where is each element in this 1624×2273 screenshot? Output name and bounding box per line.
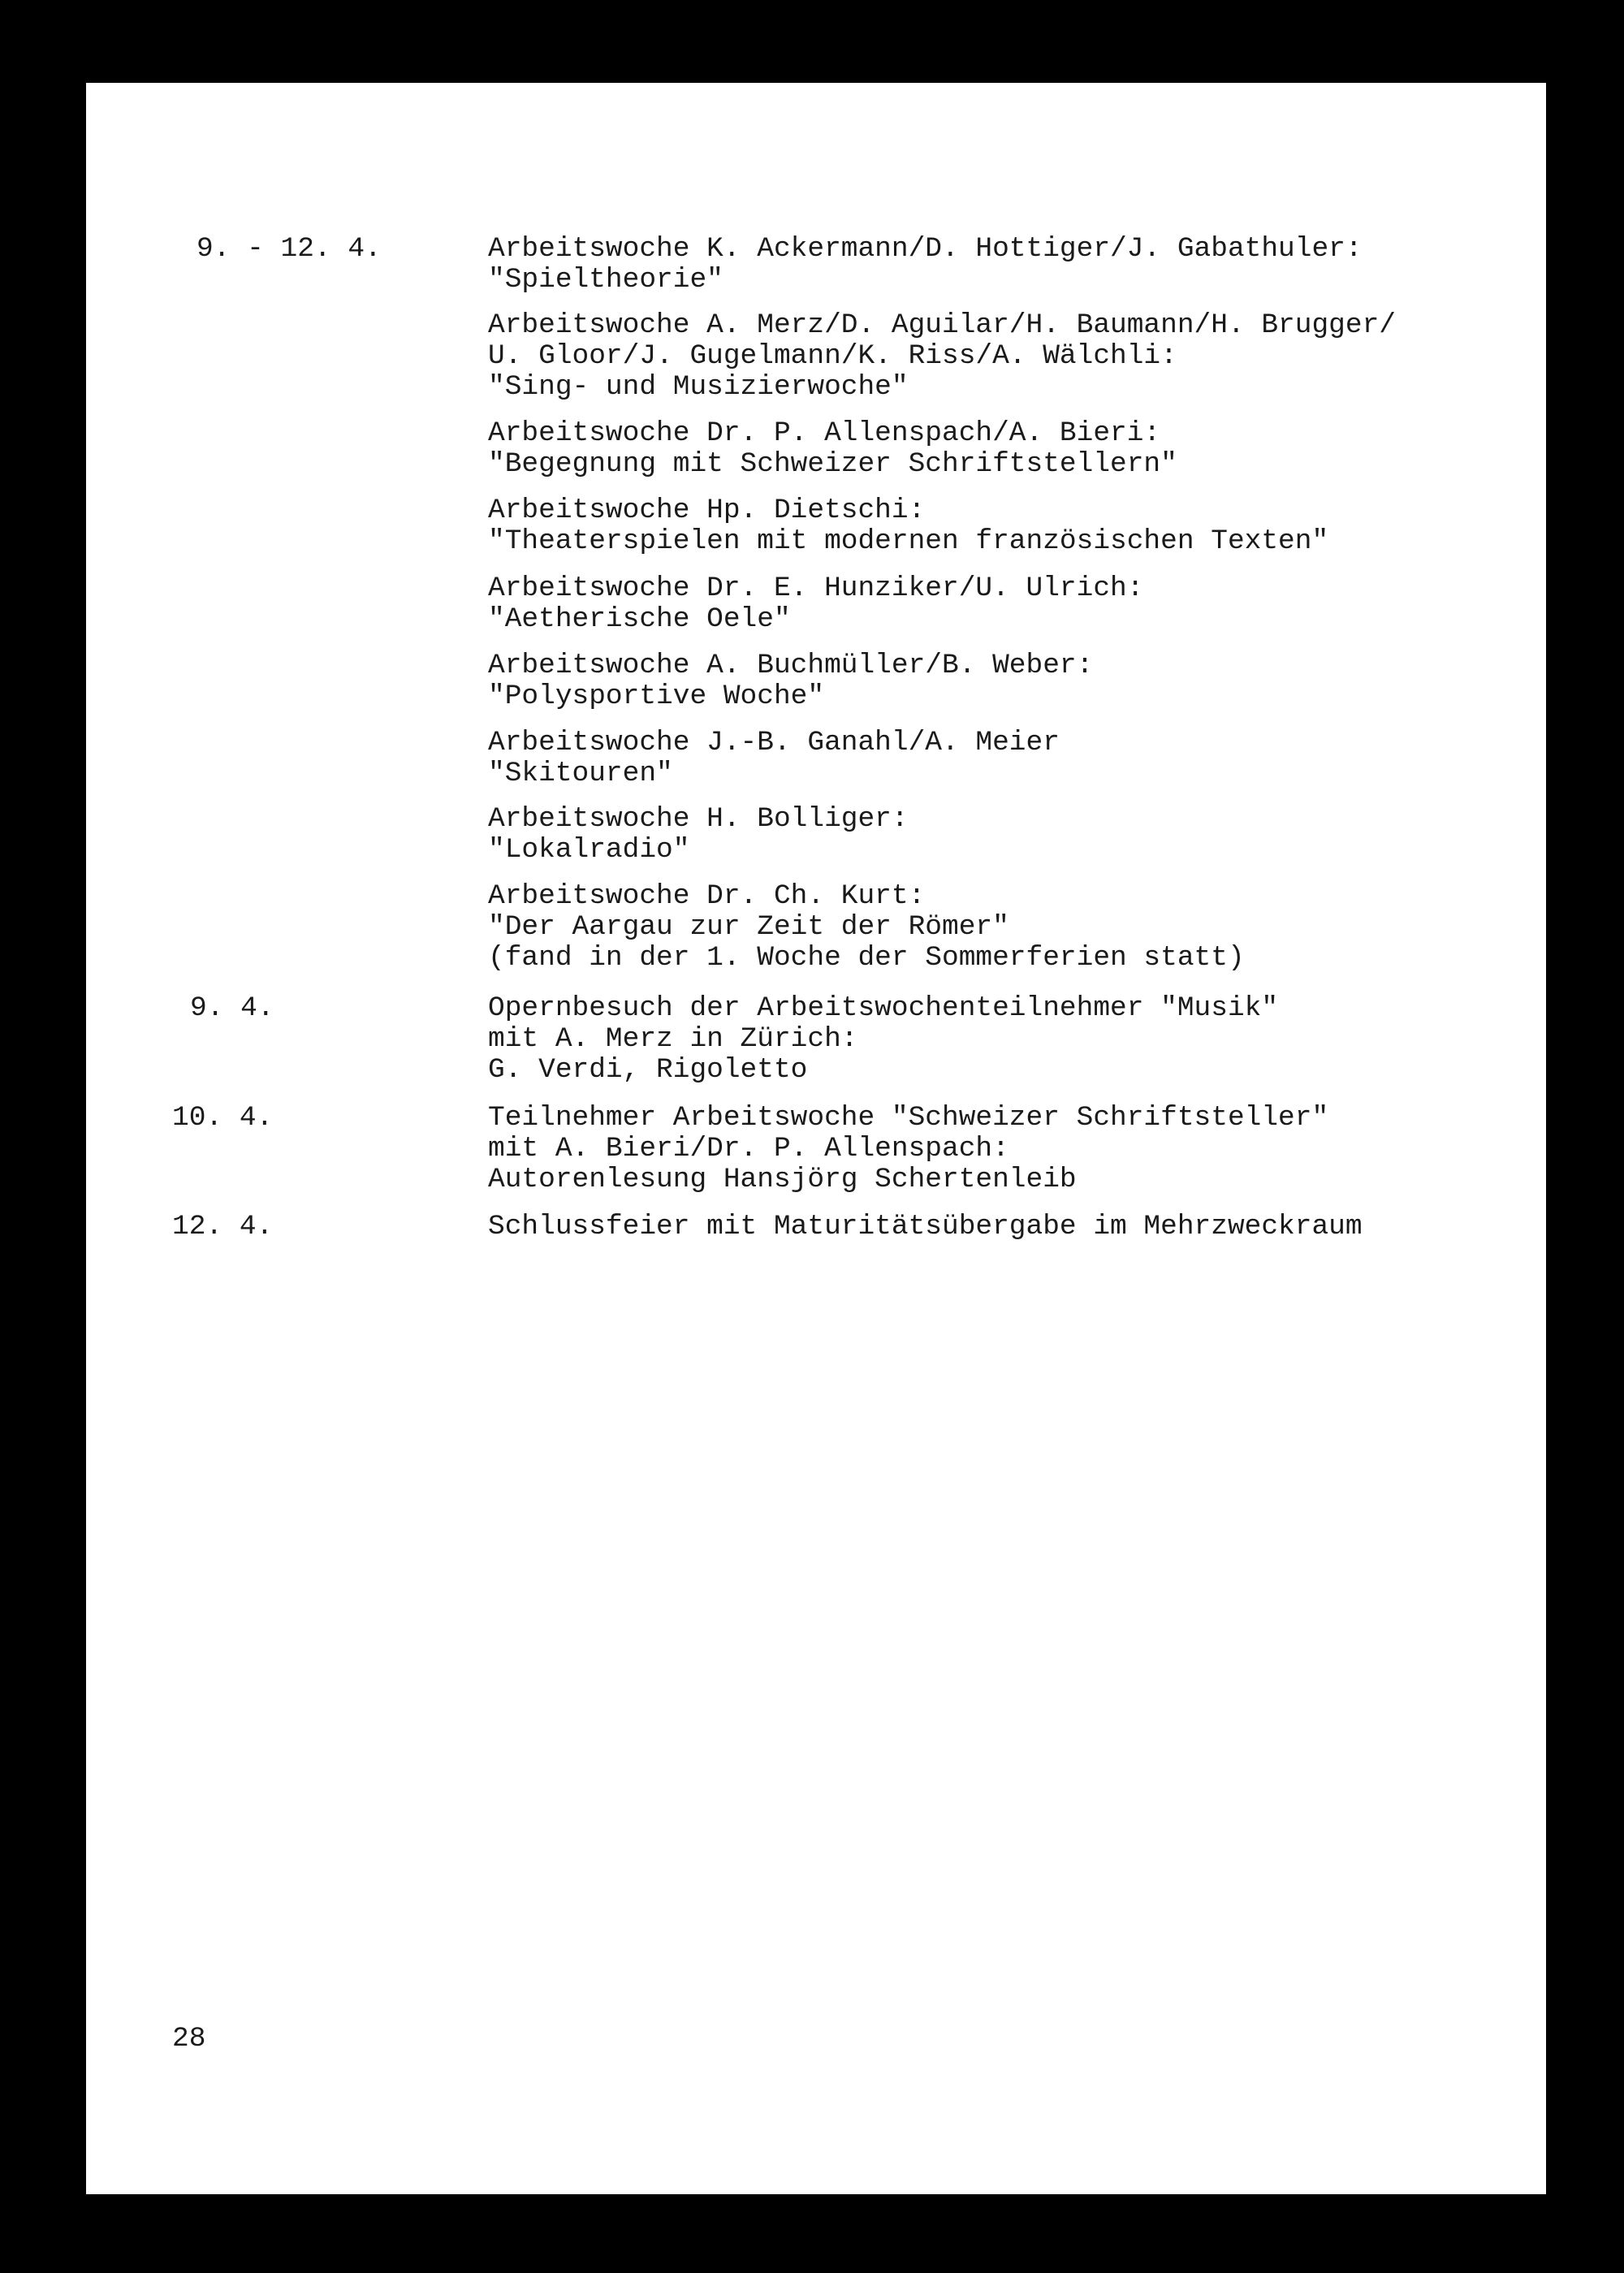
entry-line: Opernbesuch der Arbeitswochenteilnehmer "Musik" xyxy=(488,992,1279,1024)
entry-line: "Polysportive Woche" xyxy=(488,681,825,712)
entry-date: 9. - 12. 4. xyxy=(197,233,382,265)
entry-text xyxy=(488,804,1535,866)
entry-text xyxy=(488,234,1535,296)
entry-line: Arbeitswoche Dr. P. Allenspach/A. Bieri: xyxy=(488,417,1161,449)
entry-line: Arbeitswoche Dr. E. Hunziker/U. Ulrich: xyxy=(488,573,1144,604)
entry-line: "Theaterspielen mit modernen französischen Texten" xyxy=(488,525,1329,557)
entry-text xyxy=(488,650,1535,712)
entry-line: mit A. Bieri/Dr. P. Allenspach: xyxy=(488,1133,1009,1165)
page-number: 28 xyxy=(172,2023,206,2055)
entry-line: mit A. Merz in Zürich: xyxy=(488,1023,858,1055)
document-page xyxy=(86,83,1546,2194)
entry-line: Arbeitswoche K. Ackermann/D. Hottiger/J. Gabathuler: xyxy=(488,233,1363,265)
entry-line: Arbeitswoche Dr. Ch. Kurt: xyxy=(488,880,926,912)
entry-text xyxy=(488,310,1535,403)
entry-text xyxy=(488,573,1535,635)
entry-line: Arbeitswoche A. Buchmüller/B. Weber: xyxy=(488,650,1094,681)
entry-line: "Sing- und Musizierwoche" xyxy=(488,371,909,403)
entry-line: "Skitouren" xyxy=(488,758,673,789)
entry-line: Autorenlesung Hansjörg Schertenleib xyxy=(488,1164,1077,1195)
entry-line: Arbeitswoche J.-B. Ganahl/A. Meier xyxy=(488,727,1060,758)
entry-date: 12. 4. xyxy=(172,1211,274,1242)
entry-line: "Lokalradio" xyxy=(488,834,690,866)
entry-line: Teilnehmer Arbeitswoche "Schweizer Schriftsteller" xyxy=(488,1102,1329,1134)
entry-date: 10. 4. xyxy=(172,1102,274,1134)
entry-line: "Begegnung mit Schweizer Schriftstellern" xyxy=(488,448,1177,480)
entry-line: "Aetherische Oele" xyxy=(488,603,791,635)
entry-line: "Der Aargau zur Zeit der Römer" xyxy=(488,911,1009,943)
entry-line: U. Gloor/J. Gugelmann/K. Riss/A. Wälchli: xyxy=(488,340,1177,372)
entry-line: Arbeitswoche A. Merz/D. Aguilar/H. Baumann/H. Brugger/ xyxy=(488,309,1396,341)
entry-date: 9. 4. xyxy=(190,992,274,1024)
entry-line: "Spieltheorie" xyxy=(488,264,723,296)
entry-line: (fand in der 1. Woche der Sommerferien statt) xyxy=(488,942,1245,974)
entry-text xyxy=(488,728,1535,789)
entry-line: G. Verdi, Rigoletto xyxy=(488,1054,808,1086)
entry-line: Schlussfeier mit Maturitätsübergabe im Mehrzweckraum xyxy=(488,1211,1363,1242)
entry-line: Arbeitswoche H. Bolliger: xyxy=(488,803,909,835)
entry-text xyxy=(488,881,1535,974)
entry-text xyxy=(488,495,1535,557)
entry-text xyxy=(488,1103,1535,1195)
entry-text xyxy=(488,993,1535,1086)
entry-line: Arbeitswoche Hp. Dietschi: xyxy=(488,495,926,526)
entry-text xyxy=(488,418,1535,480)
entry-text xyxy=(488,1212,1535,1242)
